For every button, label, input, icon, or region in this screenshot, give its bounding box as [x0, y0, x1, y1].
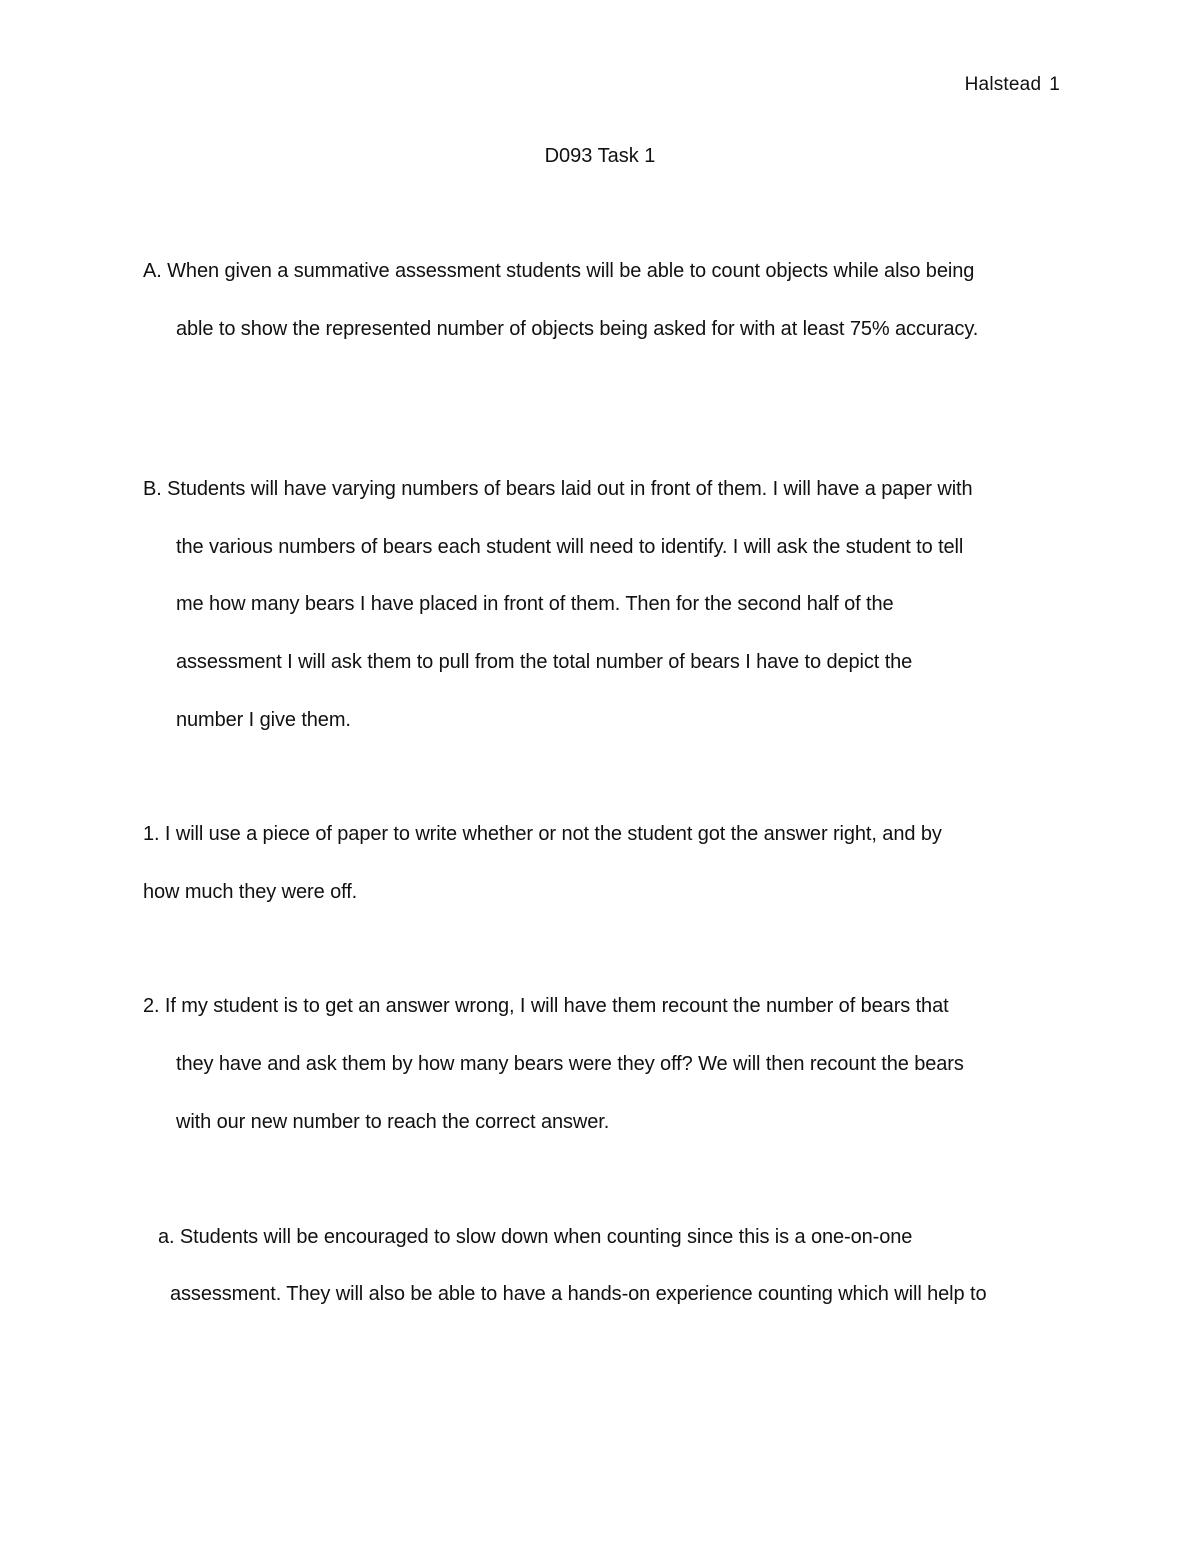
section-b-line-4: assessment I will ask them to pull from the total number of bears I have to depict the — [176, 651, 913, 673]
item-2-line-1: 2. If my student is to get an answer wrong, I will have them recount the number of bears that — [143, 995, 949, 1017]
item-a-line-2: assessment. They will also be able to have a hands-on experience counting which will help to — [170, 1283, 987, 1305]
section-b-line-2: the various numbers of bears each student will need to identify. I will ask the student to tell — [176, 536, 964, 558]
item-1-line-2: how much they were off. — [143, 881, 358, 903]
header-author: Halstead — [964, 74, 1042, 95]
section-b-line-1: B. Students will have varying numbers of bears laid out in front of them. I will have a paper with — [143, 478, 973, 500]
section-b-line-3: me how many bears I have placed in front of them. Then for the second half of the — [176, 593, 894, 615]
header-page-number: 1 — [1049, 74, 1060, 95]
item-2-line-3: with our new number to reach the correct answer. — [176, 1111, 610, 1133]
document-title: D093 Task 1 — [544, 145, 656, 167]
running-header — [965, 74, 1060, 96]
item-1-line-1: 1. I will use a piece of paper to write whether or not the student got the answer right, and by — [143, 823, 942, 845]
section-b-line-5: number I give them. — [176, 709, 351, 731]
item-a-line-1: a. Students will be encouraged to slow down when counting since this is a one-on-one — [158, 1226, 913, 1248]
section-a-line-1: A. When given a summative assessment students will be able to count objects while also being — [143, 260, 975, 282]
section-a-line-2: able to show the represented number of objects being asked for with at least 75% accuracy. — [176, 318, 979, 340]
item-2-line-2: they have and ask them by how many bears were they off? We will then recount the bears — [176, 1053, 964, 1075]
